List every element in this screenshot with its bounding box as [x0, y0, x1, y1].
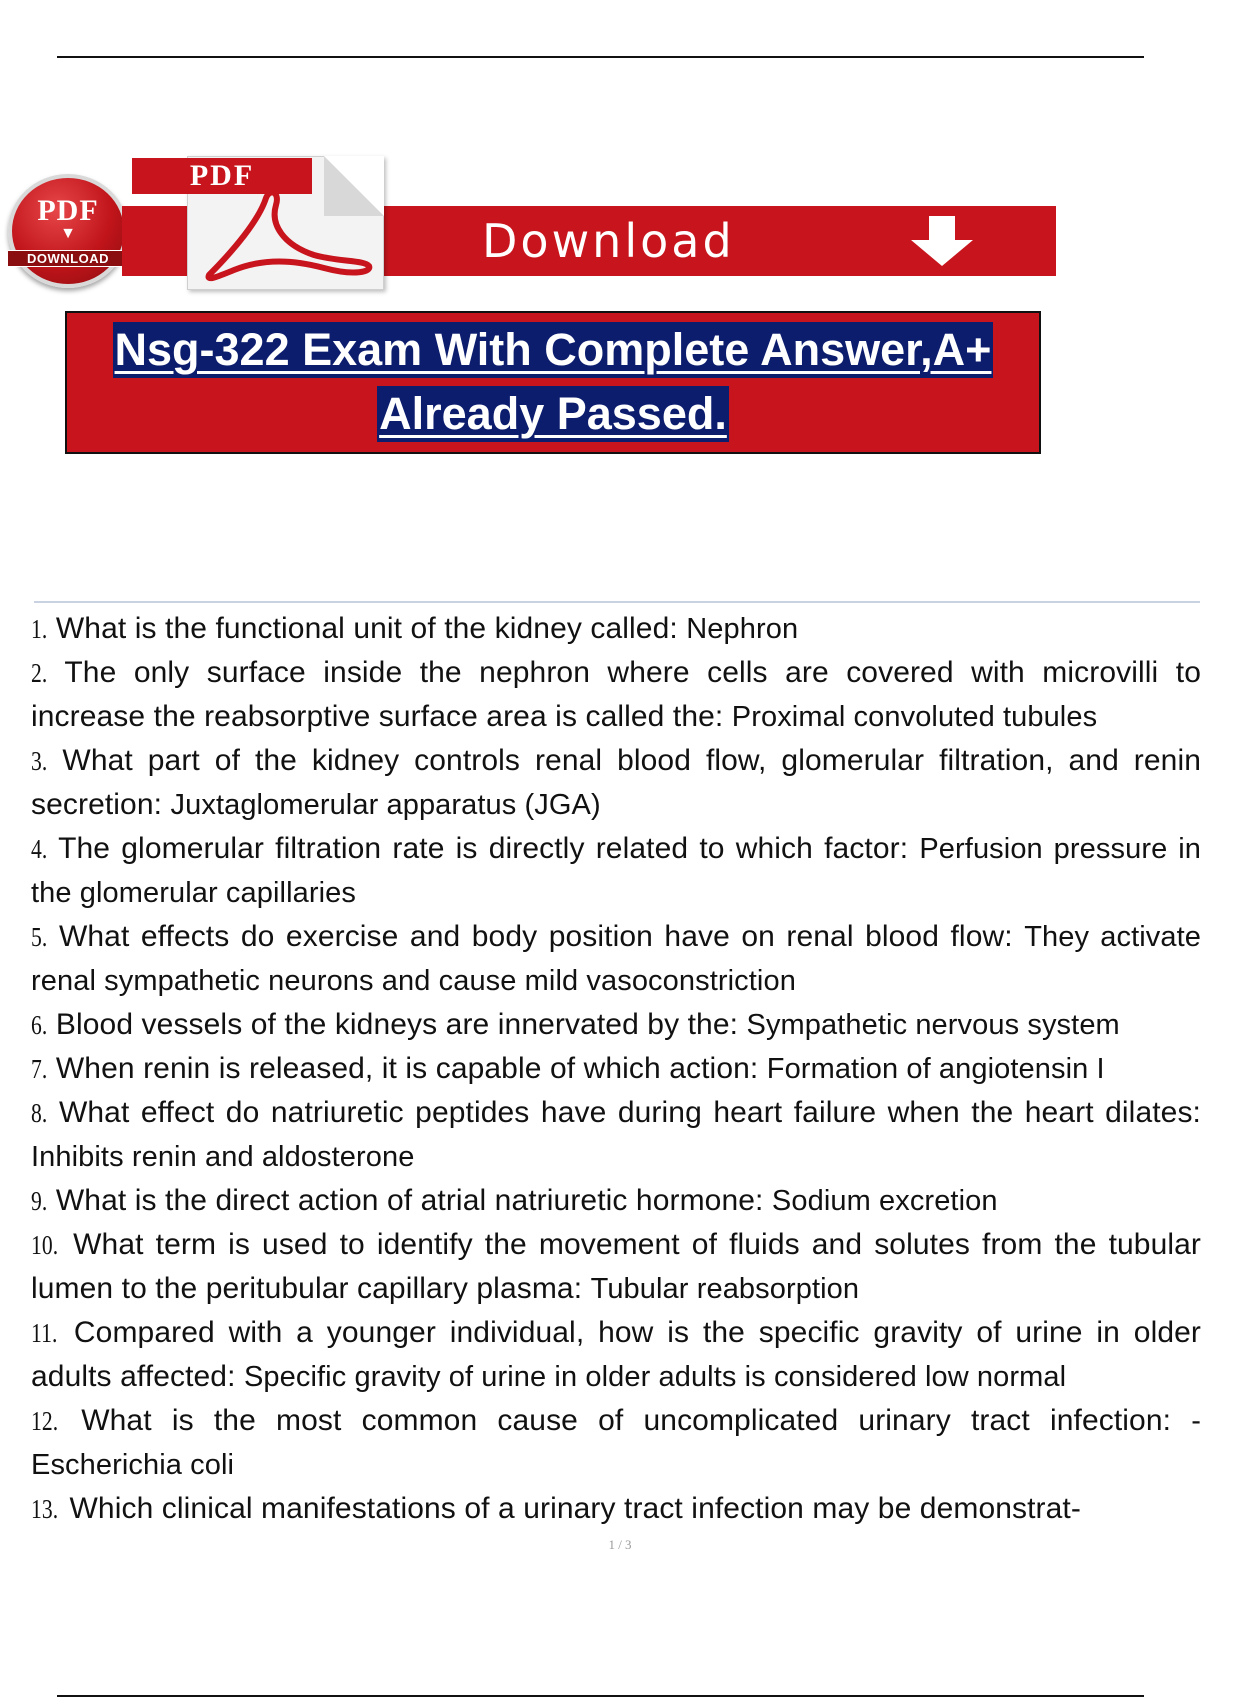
answer-text: Specific gravity of urine in older adults is considered low normal [243, 1361, 1067, 1393]
question-text: What is the direct action of atrial natriuretic hormone: [55, 1184, 764, 1217]
answer-text: Proximal convoluted tubules [731, 701, 1098, 733]
question-item [31, 915, 1201, 1003]
pdf-tab-label: PDF [132, 158, 312, 194]
badge-text: PDF [37, 194, 99, 227]
answer-text: Sodium excretion [771, 1185, 998, 1217]
question-number: 4. [31, 834, 48, 864]
question-item [31, 1311, 1201, 1399]
answer-text: Perfusion pressure in the glomerular capillaries [31, 833, 1201, 909]
question-text: What is the most common cause of uncomplicated urinary tract infection: [81, 1404, 1172, 1437]
acrobat-logo-icon [204, 190, 374, 280]
question-item [31, 1223, 1201, 1311]
question-number: 7. [31, 1054, 48, 1084]
top-rule [57, 56, 1144, 58]
question-number: 10. [31, 1230, 59, 1260]
question-text: Which clinical manifestations of a urinary tract infection may be demonstrat- [69, 1492, 1081, 1525]
question-item [31, 1487, 1201, 1531]
question-number: 13. [31, 1494, 59, 1524]
answer-text: - Escherichia coli [31, 1405, 1201, 1481]
question-text: What effects do exercise and body position have on renal blood flow: [58, 920, 1013, 953]
download-label[interactable]: Download [482, 214, 735, 268]
question-number: 12. [31, 1406, 59, 1436]
question-item [31, 1399, 1201, 1487]
answer-text: Tubular reabsorption [590, 1273, 860, 1305]
question-number: 11. [31, 1318, 58, 1348]
answer-text: Formation of angiotensin I [766, 1053, 1105, 1085]
badge-subtext: DOWNLOAD [8, 250, 128, 267]
question-item [31, 651, 1201, 739]
question-number: 6. [31, 1010, 48, 1040]
answer-text: Nephron [686, 613, 799, 645]
badge-arrow-icon: ▼ [60, 225, 76, 242]
section-divider [34, 601, 1200, 603]
question-number: 2. [31, 658, 48, 688]
pdf-badge-icon [8, 174, 128, 288]
question-text: The only surface inside the nephron where cells are covered with microvilli to increase the reabsorptive surface area is called the: [31, 656, 1201, 733]
download-banner[interactable] [4, 150, 1054, 290]
question-text: When renin is released, it is capable of which action: [55, 1052, 759, 1085]
question-number: 8. [31, 1098, 48, 1128]
question-number: 3. [31, 746, 48, 776]
question-number: 5. [31, 922, 48, 952]
question-text: Compared with a younger individual, how is the specific gravity of urine in older adults affected: [31, 1316, 1201, 1393]
question-number: 1. [31, 614, 48, 644]
question-item [31, 607, 1201, 651]
question-item [31, 739, 1201, 827]
question-text: The glomerular filtration rate is directly related to which factor: [58, 832, 909, 865]
answer-text: Inhibits renin and aldosterone [31, 1141, 415, 1173]
question-item [31, 1179, 1201, 1223]
question-number: 9. [31, 1186, 48, 1216]
question-item [31, 1091, 1201, 1179]
question-list [31, 607, 1201, 1531]
bottom-rule [57, 1695, 1144, 1697]
question-text: Blood vessels of the kidneys are innervated by the: [55, 1008, 739, 1041]
question-text: What term is used to identify the movement of fluids and solutes from the tubular lumen to the peritubular capillary plasma: [31, 1228, 1202, 1305]
download-arrow-icon[interactable] [909, 216, 975, 266]
question-text: What effect do natriuretic peptides have during heart failure when the heart dilates: [58, 1096, 1201, 1129]
title-line-2: Already Passed. [377, 386, 729, 442]
title-line-1: Nsg-322 Exam With Complete Answer,A+ [113, 322, 994, 378]
question-item [31, 827, 1201, 915]
question-item [31, 1003, 1201, 1047]
question-item [31, 1047, 1201, 1091]
answer-text: Juxtaglomerular apparatus (JGA) [170, 789, 601, 821]
question-text: What part of the kidney controls renal blood flow, glomerular filtration, and renin secretion: [31, 744, 1202, 821]
answer-text: They activate renal sympathetic neurons and cause mild vasoconstriction [31, 921, 1202, 997]
document-title [65, 311, 1041, 454]
page-number: 1 / 3 [608, 1537, 632, 1552]
question-text: What is the functional unit of the kidney called: [55, 612, 678, 645]
answer-text: Sympathetic nervous system [746, 1009, 1120, 1041]
